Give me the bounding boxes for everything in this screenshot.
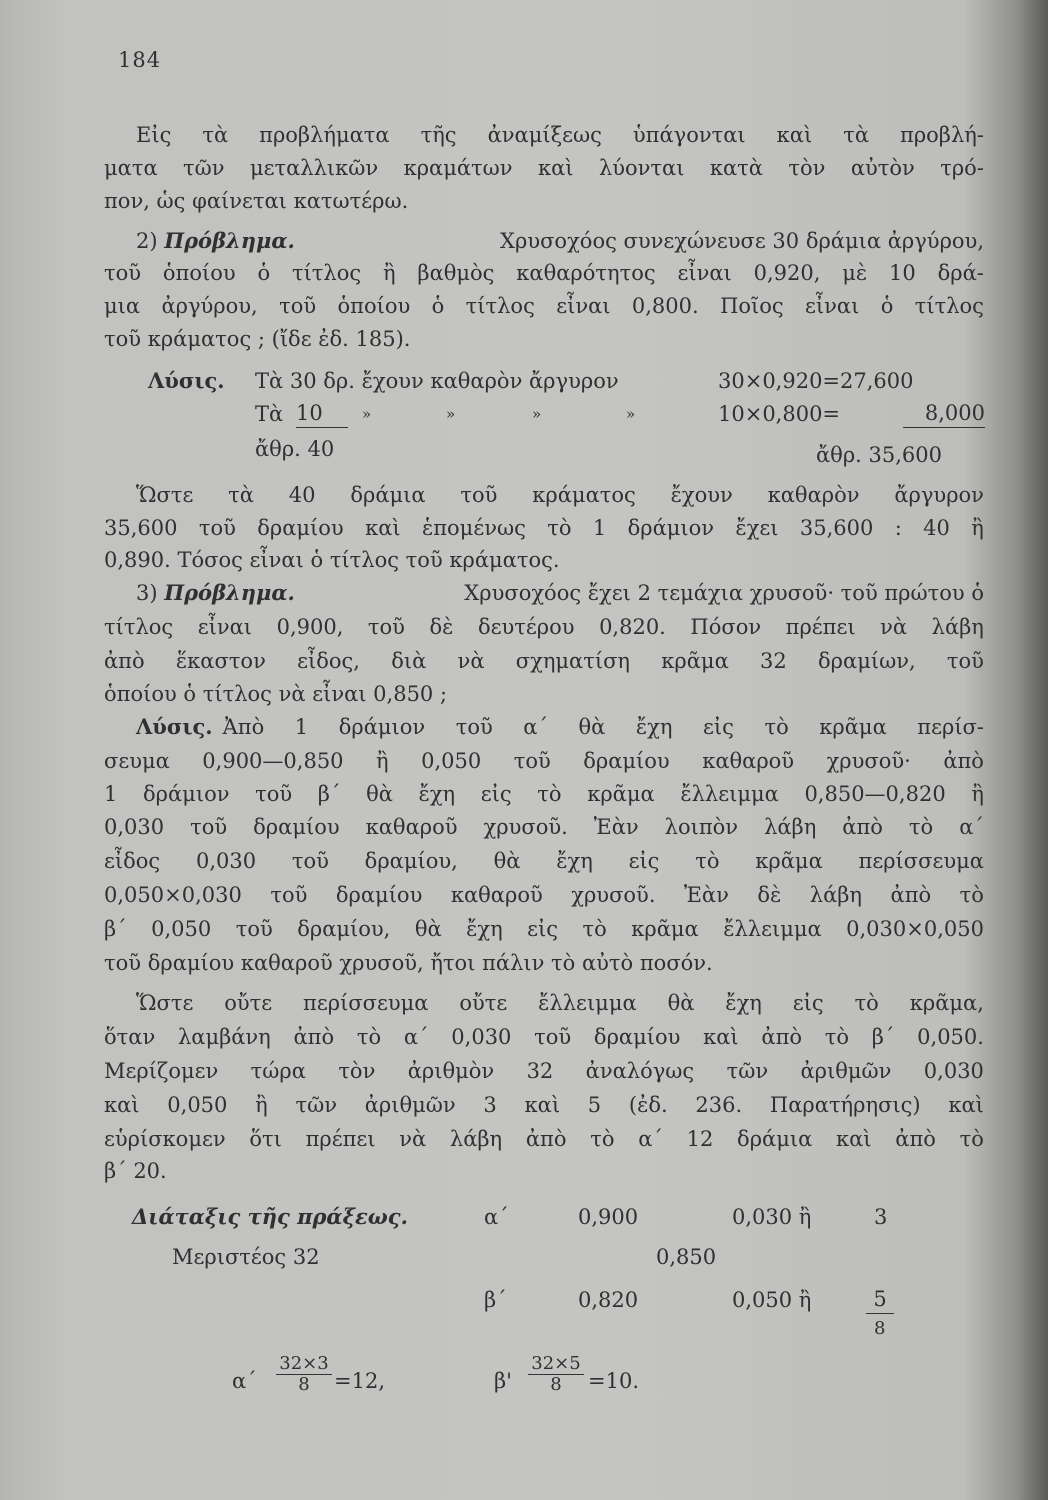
solution3-line: σευμα 0,900—0,850 ἢ 0,050 τοῦ δραμίου καθαροῦ χρυσοῦ· ἀπὸ bbox=[104, 749, 984, 773]
solution2-row2-num: 10 bbox=[296, 399, 348, 428]
result-alpha-label: α΄ bbox=[232, 1369, 257, 1393]
conclusion2-line: 35,600 τοῦ δραμίου καὶ ἑπομένως τὸ 1 δράμιον ἔχει 35,600 : 40 ἢ bbox=[104, 516, 984, 540]
solution3-first-line bbox=[136, 712, 984, 742]
problem2-line: τοῦ κράματος ; (ἴδε ἐδ. 185). bbox=[104, 327, 411, 351]
intro-line: Εἰς τὰ προβλήματα τῆς ἀναμίξεως ὑπάγονται καὶ τὰ προβλή- bbox=[136, 123, 984, 147]
arrangement-beta-value: 0,820 bbox=[578, 1288, 639, 1312]
result-alpha-fraction bbox=[276, 1354, 332, 1395]
ditto-mark: » bbox=[446, 405, 456, 423]
problem2-line: μια ἀργύρου, τοῦ ὁποίου ὁ τίτλος εἶναι 0,800. Ποῖος εἶναι ὁ τίτλος bbox=[104, 294, 984, 318]
problem2-number: 2) bbox=[136, 229, 158, 253]
solution2-sum-right: ἄθρ. 35,600 bbox=[816, 443, 942, 467]
arrangement-alpha: α΄ bbox=[484, 1205, 509, 1229]
conclusion3-line: εὑρίσκομεν ὅτι πρέπει νὰ λάβη ἀπὸ τὸ α΄ 12 δράμια καὶ ἀπὸ τὸ bbox=[104, 1127, 984, 1151]
solution2-row1-text: Τὰ 30 δρ. ἔχουν καθαρὸν ἄργυρον bbox=[255, 369, 619, 393]
solution2-row2-prefix: Τὰ bbox=[255, 402, 284, 426]
page-number: 184 bbox=[118, 48, 162, 72]
problem3-line: ὁποίου ὁ τίτλος νὰ εἶναι 0,850 ; bbox=[104, 682, 448, 706]
arrangement-heading: Διάταξις τῆς πράξεως. bbox=[132, 1204, 408, 1229]
problem2-line: τοῦ ὁποίου ὁ τίτλος ἢ βαθμὸς καθαρότητος εἶναι 0,920, μὲ 10 δρά- bbox=[104, 261, 984, 285]
conclusion3-line: Ὥστε οὔτε περίσσευμα οὔτε ἔλλειμμα θὰ ἔχη εἰς τὸ κρᾶμα, bbox=[136, 991, 984, 1015]
solution3-line: β΄ 0,050 τοῦ δραμίου, θὰ ἔχη εἰς τὸ κρᾶμα ἔλλειμμα 0,030×0,050 bbox=[104, 917, 984, 941]
arrangement-alpha-ratio: 3 bbox=[874, 1205, 888, 1229]
result-beta-value: =10. bbox=[588, 1369, 639, 1393]
arrangement-mid-value: 0,850 bbox=[656, 1245, 717, 1269]
problem3-text: Χρυσοχόος ἔχει 2 τεμάχια χρυσοῦ· τοῦ πρώτου ὁ bbox=[464, 581, 984, 605]
conclusion3-line: Μερίζομεν τώρα τὸν ἀριθμὸν 32 ἀναλόγως τῶν ἀριθμῶν 0,030 bbox=[104, 1059, 984, 1083]
result-alpha-denominator: 8 bbox=[298, 1374, 310, 1395]
solution3-text: Ἀπὸ 1 δράμιον τοῦ α΄ θὰ ἔχη εἰς τὸ κρᾶμα περίσ- bbox=[222, 715, 984, 739]
intro-line: πον, ὡς φαίνεται κατωτέρω. bbox=[104, 189, 409, 213]
result-alpha-value: =12, bbox=[334, 1369, 385, 1393]
result-beta-numerator: 32×5 bbox=[528, 1354, 584, 1375]
solution3-label: Λύσις. bbox=[136, 714, 213, 739]
problem3-first-line bbox=[136, 578, 984, 608]
result-beta-label: β' bbox=[494, 1369, 512, 1393]
result-alpha-numerator: 32×3 bbox=[276, 1354, 332, 1375]
solution3-line: τοῦ δραμίου καθαροῦ χρυσοῦ, ἤτοι πάλιν τὸ αὐτὸ ποσόν. bbox=[104, 951, 713, 975]
problem3-line: ἀπὸ ἕκαστον εἶδος, διὰ νὰ σχηματίση κρᾶμα 32 δραμίων, τοῦ bbox=[104, 649, 984, 673]
arrangement-alpha-value: 0,900 bbox=[578, 1205, 639, 1229]
conclusion3-line: ὅταν λαμβάνη ἀπὸ τὸ α΄ 0,030 τοῦ δραμίου καὶ ἀπὸ τὸ β΄ 0,050. bbox=[104, 1025, 984, 1049]
solution3-line: 0,050×0,030 τοῦ δραμίου καθαροῦ χρυσοῦ. Ἐὰν δὲ λάβη ἀπὸ τὸ bbox=[104, 883, 984, 907]
problem3-heading: Πρόβλημα. bbox=[164, 580, 295, 605]
intro-line: ματα τῶν μεταλλικῶν κραμάτων καὶ λύονται κατὰ τὸν αὐτὸν τρό- bbox=[104, 156, 984, 180]
solution2-label: Λύσις. bbox=[148, 368, 225, 393]
solution3-line: εἶδος 0,030 τοῦ δραμίου, θὰ ἔχη εἰς τὸ κρᾶμα περίσσευμα bbox=[104, 849, 984, 873]
arrangement-beta-diff: 0,050 ἢ bbox=[732, 1288, 812, 1312]
problem2-text: Χρυσοχόος συνεχώνευσε 30 δράμια ἀργύρου, bbox=[500, 229, 984, 253]
ditto-mark: » bbox=[626, 405, 636, 423]
conclusion2-line: Ὥστε τὰ 40 δράμια τοῦ κράματος ἔχουν καθαρὸν ἄργυρον bbox=[136, 483, 984, 507]
conclusion3-line: καὶ 0,050 ἢ τῶν ἀριθμῶν 3 καὶ 5 (ἐδ. 236. Παρατήρησις) καὶ bbox=[104, 1093, 984, 1117]
arrangement-divisor: Μεριστέος 32 bbox=[172, 1245, 320, 1269]
solution2-row1-calc: 30×0,920=27,600 bbox=[718, 369, 914, 393]
problem3-line: τίτλος εἶναι 0,900, τοῦ δὲ δευτέρου 0,820. Πόσον πρέπει νὰ λάβη bbox=[104, 615, 984, 639]
problem2-first-line bbox=[136, 226, 984, 256]
solution2-row2-calc: 10×0,800= bbox=[718, 402, 841, 426]
conclusion3-line: β΄ 20. bbox=[104, 1159, 167, 1183]
conclusion2-line: 0,890. Τόσος εἶναι ὁ τίτλος τοῦ κράματος. bbox=[104, 548, 560, 572]
problem2-heading: Πρόβλημα. bbox=[164, 228, 295, 253]
solution3-line: 1 δράμιον τοῦ β΄ θὰ ἔχη εἰς τὸ κρᾶμα ἔλλειμμα 0,850—0,820 ἢ bbox=[104, 782, 984, 806]
solution2-row2-result: 8,000 bbox=[903, 399, 985, 428]
solution2-sum-left: ἄθρ. 40 bbox=[255, 437, 335, 461]
problem3-number: 3) bbox=[136, 581, 158, 605]
ditto-mark: » bbox=[362, 405, 372, 423]
arrangement-beta: β΄ bbox=[484, 1288, 507, 1312]
ditto-mark: » bbox=[532, 405, 542, 423]
arrangement-denominator: 8 bbox=[874, 1318, 886, 1339]
arrangement-beta-ratio: 5 bbox=[866, 1285, 894, 1314]
result-beta-denominator: 8 bbox=[550, 1374, 562, 1395]
result-beta-fraction bbox=[528, 1354, 584, 1395]
arrangement-alpha-diff: 0,030 ἢ bbox=[732, 1205, 812, 1229]
solution3-line: 0,030 τοῦ δραμίου καθαροῦ χρυσοῦ. Ἐὰν λοιπὸν λάβη ἀπὸ τὸ α΄ bbox=[104, 815, 984, 839]
